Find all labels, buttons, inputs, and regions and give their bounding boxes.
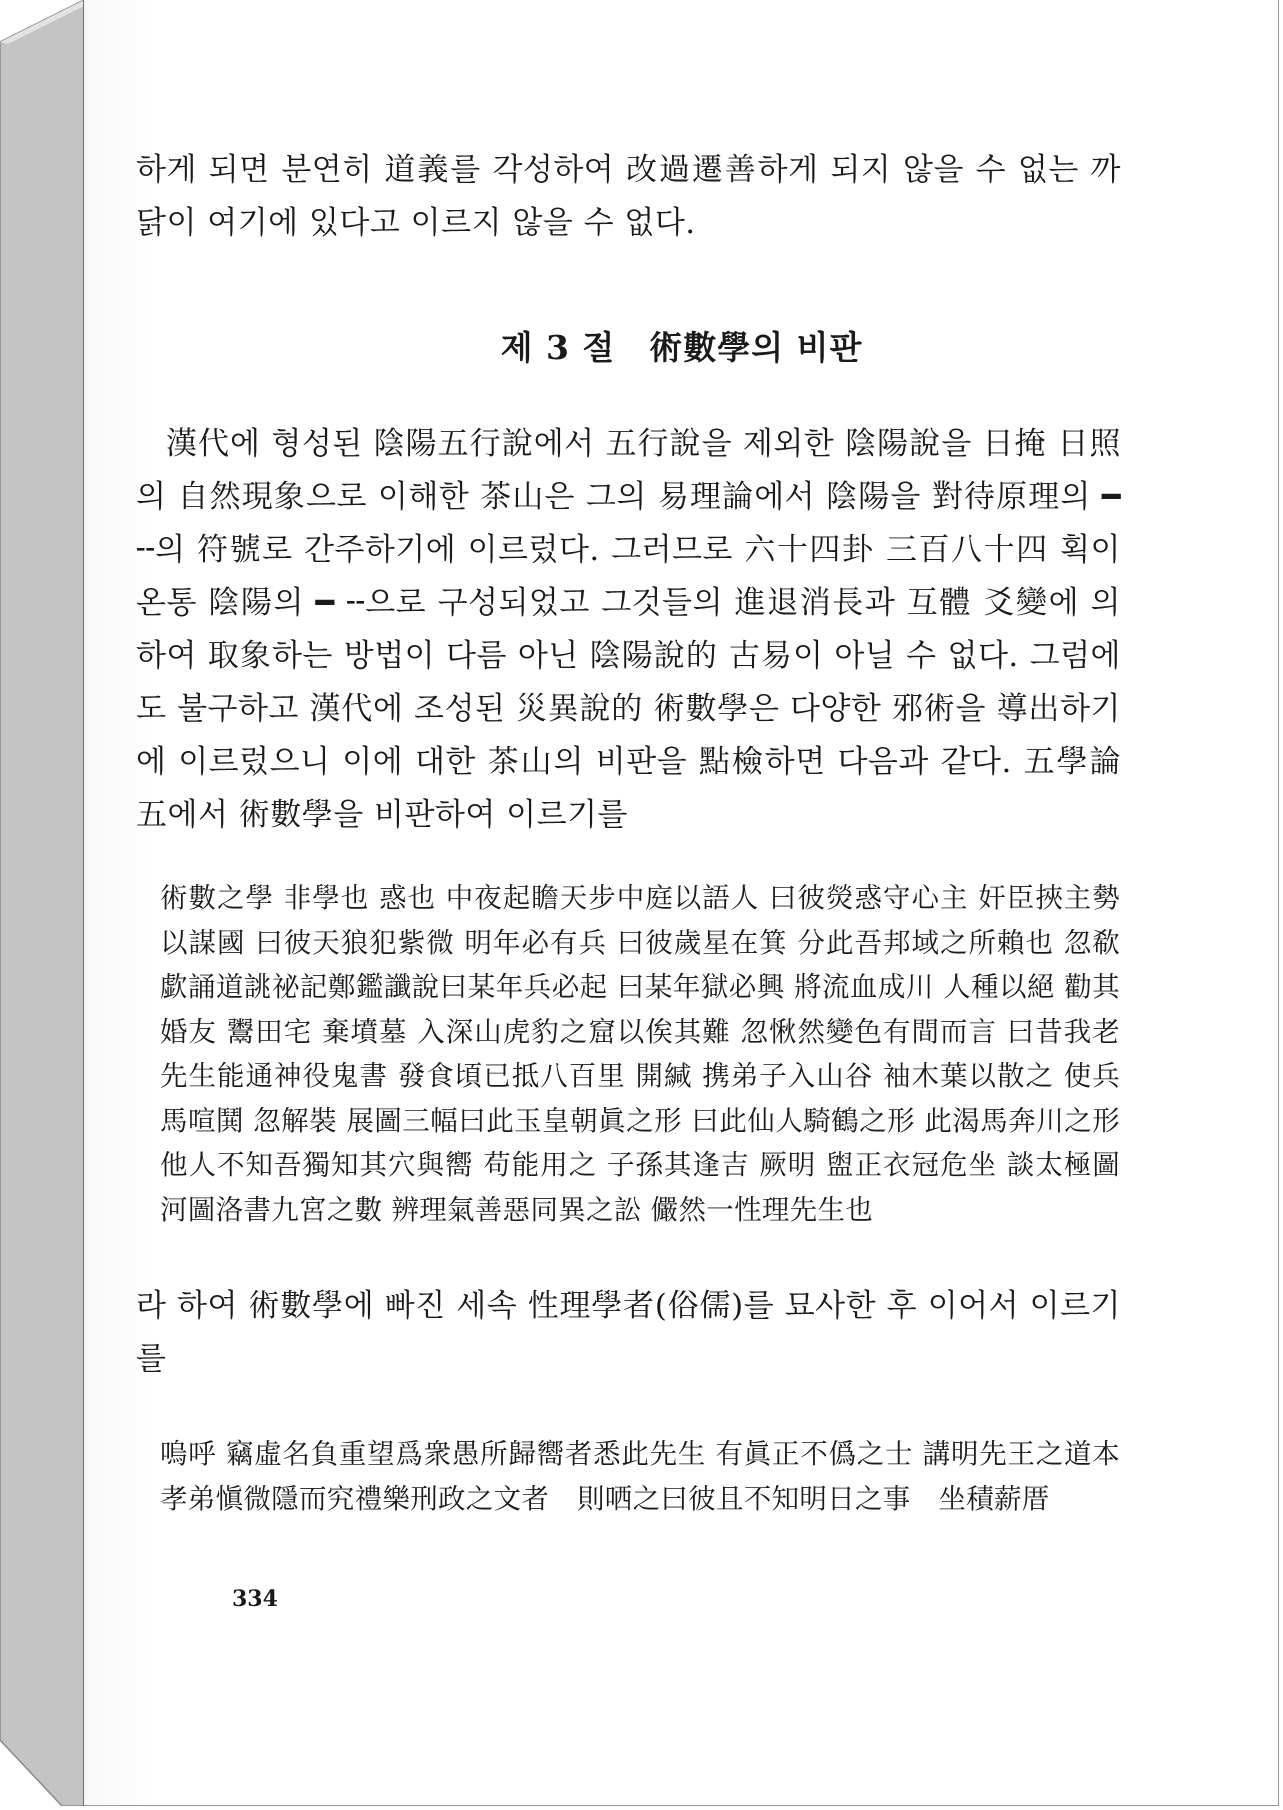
quote-block-2: 嗚呼 竊虛名負重望爲衆愚所歸嚮者悉此先生 有眞正不僞之士 講明先王之道本孝弟愼微隱而究禮樂刑政之文者 則哂之曰彼且不知明日之事 坐積薪厝	[160, 1438, 1120, 1515]
mid-paragraph: 라 하여 術數學에 빠진 세속 性理學者(俗儒)를 묘사한 후 이어서 이르기를	[136, 1288, 1121, 1377]
intro-paragraph: 하게 되면 분연히 道義를 각성하여 改過遷善하게 되지 않을 수 없는 까닭이 여기에 있다고 이르지 않을 수 없다.	[136, 152, 1121, 241]
book-spine	[0, 0, 84, 1806]
section-heading: 제 3 절 術數學의 비판	[500, 328, 863, 367]
quote-block-1: 術數之學 非學也 惑也 中夜起瞻天步中庭以語人 曰彼熒惑守心主 奸臣挾主勢以謀國 曰彼天狼犯紫微 明年必有兵 曰彼歲星在箕 分此吾邦域之所賴也 忽欷歔誦道誂祕記鄭鑑讖說曰某年兵必起 曰某年獄必興 將流血成川 人種以絕 勸其婚友 鬻田宅 棄墳墓 入深山虎豹之窟以俟其難 忽愀然變色有間而言 曰昔我老先生能通神役鬼書 發食頃已抵八百里 開緘 携弟子入山谷 袖木葉以散之 使兵馬喧鬨 忽解裝 展圖三幅曰此玉皇朝眞之形 曰此仙人騎鶴之形 此渴馬奔川之形 他人不知吾獨知其穴與嚮 苟能用之 子孫其逢吉 厥明 盥正衣冠危坐 談太極圖河圖洛書九宮之數 辨理氣善惡同異之訟 儼然一性理先生也	[160, 882, 1120, 1226]
body-paragraph: 漢代에 형성된 陰陽五行說에서 五行說을 제외한 陰陽說을 日掩 日照의 自然現象으로 이해한 茶山은 그의 易理論에서 陰陽을 對待原理의 ━ ╌의 符號로 간주하기에 이르렀다. 그러므로 六十四卦 三百八十四 획이 온통 陰陽의 ━ ╌으로 구성되었고 그것들의 進退消長과 互體 爻變에 의하여 取象하는 방법이 다름 아닌 陰陽說的 古易이 아닐 수 없다. 그럼에도 불구하고 漢代에 조성된 災異說的 術數學은 다양한 邪術을 導出하기에 이르렀으니 이에 대한 茶山의 비판을 點檢하면 다음과 같다. 五學論五에서 術數學을 비판하여 이르기를	[136, 426, 1121, 833]
book-spine-graphic	[0, 0, 84, 1806]
page-number: 334	[232, 1586, 278, 1612]
